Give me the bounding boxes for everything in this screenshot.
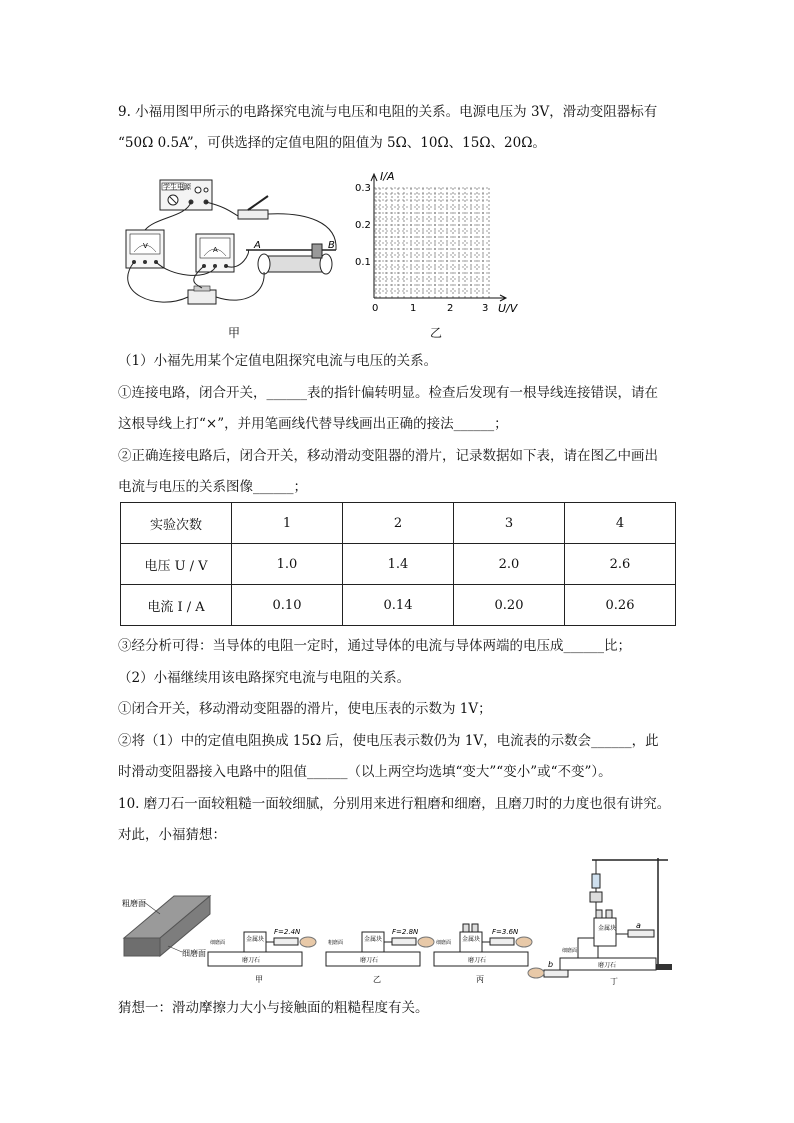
part1-line-5: ③经分析可得：当导体的电阻一定时，通过导体的电流与导体两端的电压成______比； [118, 638, 631, 654]
svg-text:A: A [213, 246, 218, 254]
whetstone-figure [112, 856, 692, 988]
y-axis-label: I/A [380, 170, 395, 183]
svg-text:F=3.6N: F=3.6N [492, 928, 519, 936]
voltmeter [126, 230, 164, 268]
table-row [121, 585, 676, 626]
circuit-figure [116, 172, 348, 322]
table-cell: 4 [565, 503, 676, 544]
svg-text:磨刀石: 磨刀石 [598, 962, 617, 969]
q10-guess-1: 猜想一：滑动摩擦力大小与接触面的粗糙程度有关。 [118, 1000, 429, 1016]
y-tick-label: 0.2 [355, 220, 371, 231]
x-axis-label: U/V [498, 302, 518, 315]
part2-line-3: 时滑动变阻器接入电路中的阻值______（以上两空均选填“变大”“变小”或“不变”）。 [118, 764, 612, 780]
table-cell: 1 [232, 503, 343, 544]
table-cell: 0.26 [565, 585, 676, 626]
x-tick-label: 2 [447, 303, 454, 314]
svg-text:细磨面: 细磨面 [436, 940, 452, 946]
graph-grid [374, 188, 489, 298]
switch [238, 196, 268, 219]
table-cell: 1.4 [343, 544, 454, 585]
svg-text:细磨面: 细磨面 [562, 948, 578, 954]
q9-line-1: 9. 小福用图甲所示的电路探究电流与电压和电阻的关系。电源电压为 3V，滑动变阻器标有 [118, 104, 658, 120]
table-cell: 0.10 [232, 585, 343, 626]
x-tick-label: 1 [410, 303, 417, 314]
x-tick-label: 3 [482, 303, 489, 314]
table-header-current: 电流 I / A [121, 585, 232, 626]
table-cell: 2.0 [454, 544, 565, 585]
svg-text:V: V [143, 242, 148, 250]
svg-text:磨刀石: 磨刀石 [468, 957, 487, 964]
part2-line-1: ①闭合开关，移动滑动变阻器的滑片，使电压表的示数为 1V； [118, 701, 492, 717]
q10-line-2: 对此，小福猜想： [118, 827, 226, 843]
table-cell: 1.0 [232, 544, 343, 585]
part2-title: （2）小福继续用该电路探究电流与电阻的关系。 [118, 670, 411, 686]
part1-line-2: 这根导线上打“×”，并用笔画线代替导线画出正确的接法______； [118, 416, 508, 432]
terminal-a-label: A [254, 240, 261, 251]
y-tick-label: 0.3 [355, 183, 371, 194]
terminal-b-label: B [328, 240, 335, 251]
y-tick-label: 0.1 [355, 257, 371, 268]
rough-face-label: 粗磨面 [122, 899, 146, 908]
part1-line-4: 电流与电压的关系图像______； [118, 479, 307, 495]
part2-line-2: ②将（1）中的定值电阻换成 15Ω 后，使电压表示数仍为 1V，电流表的示数会______，此 [118, 733, 659, 749]
figure-jia-label: 甲 [228, 326, 241, 340]
svg-text:磨刀石: 磨刀石 [360, 957, 379, 964]
part1-line-3: ②正确连接电路后，闭合开关，移动滑动变阻器的滑片，记录数据如下表，请在图乙中画出 [118, 448, 658, 464]
table-header-trial: 实验次数 [121, 503, 232, 544]
whetstone-block [122, 896, 210, 958]
panel-label: 甲 [255, 975, 263, 984]
panel-bing [434, 924, 532, 984]
q10-line-1: 10. 磨刀石一面较粗糙一面较细腻，分别用来进行粗磨和细磨，且磨刀时的力度也很有讲究。 [118, 796, 671, 812]
svg-text:a: a [636, 921, 641, 930]
svg-text:粗磨面: 粗磨面 [328, 940, 344, 946]
svg-text:磨刀石: 磨刀石 [242, 957, 261, 964]
fixed-resistor [188, 286, 216, 304]
table-cell: 2.6 [565, 544, 676, 585]
panel-jia [208, 928, 316, 984]
svg-text:金属块: 金属块 [364, 936, 383, 943]
svg-text:金属块: 金属块 [598, 925, 617, 932]
q9-line-2: “50Ω 0.5A”，可供选择的定值电阻的阻值为 5Ω、10Ω、15Ω、20Ω。 [118, 135, 546, 151]
power-supply [160, 180, 212, 210]
table-cell: 3 [454, 503, 565, 544]
svg-text:F=2.8N: F=2.8N [392, 928, 419, 936]
part1-line-1: ①连接电路，闭合开关，______表的指针偏转明显。检查后发现有一根导线连接错误，请在 [118, 385, 658, 401]
table-cell: 0.14 [343, 585, 454, 626]
figure-yi-label: 乙 [430, 326, 443, 340]
panel-ding [528, 858, 672, 986]
svg-text:金属块: 金属块 [246, 936, 265, 943]
x-tick-label: 0 [372, 303, 379, 314]
data-table [120, 502, 676, 626]
table-row [121, 544, 676, 585]
table-row [121, 503, 676, 544]
table-cell: 0.20 [454, 585, 565, 626]
svg-text:细磨面: 细磨面 [210, 940, 226, 946]
iu-graph [350, 170, 530, 320]
svg-text:F=2.4N: F=2.4N [274, 928, 301, 936]
panel-label: 丁 [610, 977, 618, 986]
svg-text:金属块: 金属块 [462, 936, 481, 943]
panel-label: 丙 [476, 975, 484, 984]
part1-title: （1）小福先用某个定值电阻探究电流与电压的关系。 [118, 353, 438, 369]
table-cell: 2 [343, 503, 454, 544]
panel-yi [326, 928, 434, 984]
power-supply-label: 学生电源 [163, 183, 191, 191]
rheostat [246, 240, 336, 274]
table-header-voltage: 电压 U / V [121, 544, 232, 585]
panel-label: 乙 [373, 975, 381, 984]
fine-face-label: 细磨面 [182, 949, 206, 958]
svg-text:b: b [548, 960, 554, 969]
